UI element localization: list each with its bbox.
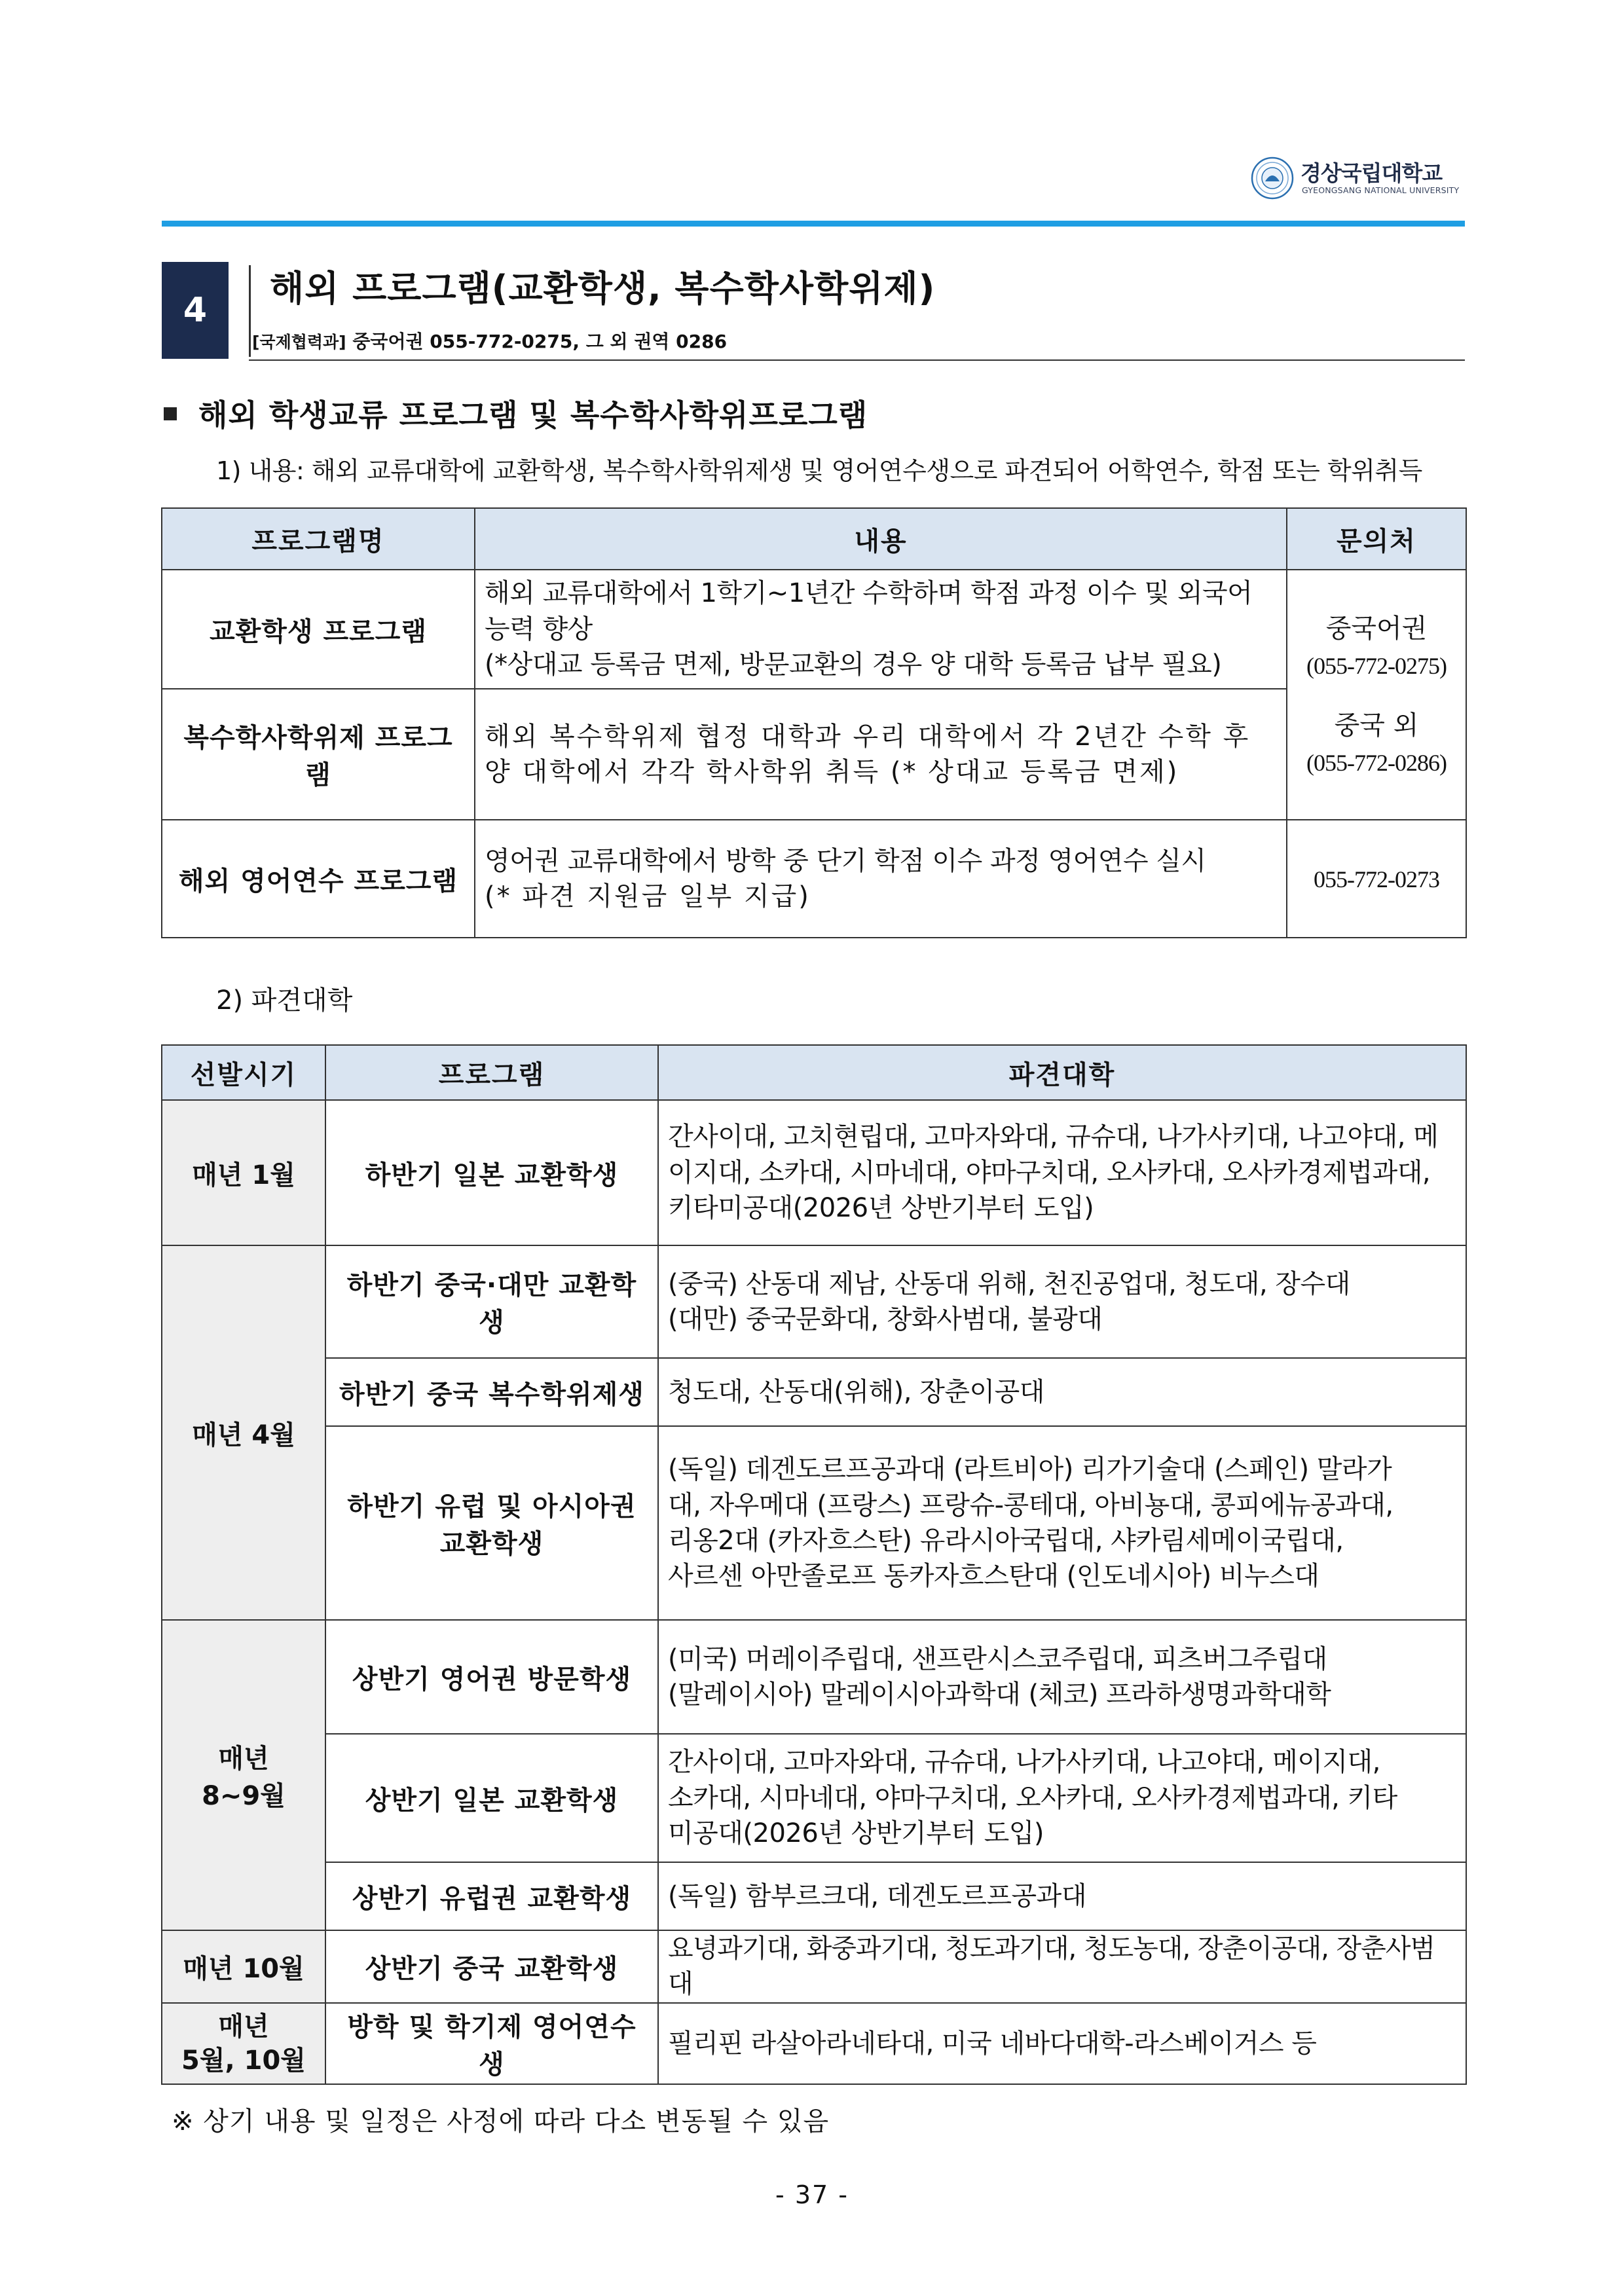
contact-cell <box>1287 820 1466 938</box>
page-number: - 37 - <box>775 2180 849 2209</box>
university-emblem-icon <box>1251 156 1294 200</box>
table-row <box>162 1620 1466 1734</box>
table-row <box>162 570 1466 689</box>
list-line: 간사이대, 고치현립대, 고마자와대, 규슈대, 나가사키대, 나고야대, 메 <box>668 1122 1439 1152</box>
list-line: (중국) 산동대 제남, 산동대 위해, 천진공업대, 청도대, 장수대 <box>668 1268 1350 1299</box>
list-line: 사르센 아만졸로프 동카자흐스탄대 (인도네시아) 비누스대 <box>668 1561 1320 1592</box>
program-name-line: 하반기 유럽 및 아시아권 <box>347 1492 637 1522</box>
selection-period: 매년 1월 <box>162 1100 325 1245</box>
program-table <box>161 507 1467 938</box>
program-name: 복수학사학위제 프로그램 <box>162 689 475 820</box>
program-name: 하반기 일본 교환학생 <box>325 1100 658 1245</box>
university-list <box>658 1734 1466 1862</box>
list-line: 요녕과기대, 화중과기대, 청도과기대, 청도농대, 장춘이공대, 장춘사범대 <box>668 1934 1435 2000</box>
table-row <box>162 1358 1466 1426</box>
table-row <box>162 1100 1466 1245</box>
university-list <box>658 1862 1466 1930</box>
contact-text: 중국어권 055-772-0275, 그 외 권역 0286 <box>346 331 728 352</box>
university-name: 경상국립대학교 <box>1301 160 1443 186</box>
contact-phone: (055-772-0275) <box>1306 653 1447 679</box>
program-name-line: 교환학생 <box>439 1529 544 1559</box>
header-program: 프로그램 <box>325 1045 658 1100</box>
selection-period: 매년 4월 <box>162 1245 325 1620</box>
table-row <box>162 2003 1466 2084</box>
content-line: (*상대교 등록금 면제, 방문교환의 경우 양 대학 등록금 납부 필요) <box>485 650 1222 680</box>
header-program-name: 프로그램명 <box>162 508 475 570</box>
university-list <box>658 1620 1466 1734</box>
item-1-text: 1) 내용: 해외 교류대학에 교환학생, 복수학사학위제생 및 영어연수생으로 파견되어 어학연수, 학점 또는 학위취득 <box>216 456 1422 485</box>
content-line: 영어권 교류대학에서 방학 중 단기 학점 이수 과정 영어연수 실시 <box>485 845 1206 876</box>
list-line: (독일) 함부르크대, 데겐도르프공과대 <box>668 1881 1086 1911</box>
program-name: 교환학생 프로그램 <box>162 570 475 689</box>
program-name: 상반기 유럽권 교환학생 <box>325 1862 658 1930</box>
contact-label: 중국어권 <box>1325 614 1428 644</box>
list-line: 리옹2대 (카자흐스탄) 유라시아국립대, 샤카림세메이국립대, <box>668 1526 1344 1556</box>
program-content <box>475 570 1287 689</box>
section-title: 해외 프로그램(교환학생, 복수학사학위제) <box>270 268 936 309</box>
university-list <box>658 1930 1466 2003</box>
contact-dept: [국제협력과] <box>252 333 346 352</box>
list-line: 미공대(2026년 상반기부터 도입) <box>668 1818 1044 1849</box>
program-name: 상반기 중국 교환학생 <box>325 1930 658 2003</box>
content-line: 양 대학에서 각각 학사학위 취득 (* 상대교 등록금 면제) <box>485 757 1179 787</box>
university-list <box>658 1245 1466 1358</box>
university-name-en: GYEONGSANG NATIONAL UNIVERSITY <box>1302 185 1460 195</box>
dispatch-universities-table <box>161 1044 1467 2085</box>
program-name: 방학 및 학기제 영어연수생 <box>325 2003 658 2084</box>
program-name: 해외 영어연수 프로그램 <box>162 820 475 938</box>
shared-contact-cell <box>1287 570 1466 820</box>
table-header-row <box>162 508 1466 570</box>
header-selection-period: 선발시기 <box>162 1045 325 1100</box>
contact-label: 중국 외 <box>1334 710 1419 741</box>
content-line: (* 파견 지원금 일부 지급) <box>485 881 811 911</box>
program-name: 상반기 일본 교환학생 <box>325 1734 658 1862</box>
university-list <box>658 1100 1466 1245</box>
list-line: 이지대, 소카대, 시마네대, 야마구치대, 오사카대, 오사카경제법과대, <box>668 1157 1431 1188</box>
contact-phone: 055-772-0273 <box>1314 866 1439 892</box>
table-row <box>162 1245 1466 1358</box>
list-line: (미국) 머레이주립대, 샌프란시스코주립대, 피츠버그주립대 <box>668 1643 1327 1674</box>
selection-period-line: 매년 <box>218 1744 269 1774</box>
section-title-bar <box>249 265 251 357</box>
header-contact: 문의처 <box>1287 508 1466 570</box>
selection-period-line: 5월, 10월 <box>181 2045 306 2076</box>
list-line: 대, 자우메대 (프랑스) 프랑슈-콩테대, 아비뇽대, 콩피에뉴공과대, <box>668 1490 1393 1520</box>
selection-period: 매년 10월 <box>162 1930 325 2003</box>
table-row <box>162 1734 1466 1862</box>
item-2-text: 2) 파견대학 <box>216 985 353 1016</box>
header-universities: 파견대학 <box>658 1045 1466 1100</box>
table-header-row <box>162 1045 1466 1100</box>
table-row <box>162 1426 1466 1620</box>
square-bullet-icon <box>164 407 177 420</box>
section-contact <box>252 327 727 354</box>
contact-phone: (055-772-0286) <box>1306 750 1447 776</box>
list-line: 소카대, 시마네대, 야마구치대, 오사카대, 오사카경제법과대, 키타 <box>668 1782 1397 1813</box>
selection-period <box>162 1620 325 1930</box>
selection-period-line: 8~9월 <box>202 1781 286 1811</box>
header-rule <box>162 221 1465 227</box>
table-row <box>162 820 1466 938</box>
program-name: 하반기 중국 복수학위제생 <box>325 1358 658 1426</box>
university-list <box>658 2003 1466 2084</box>
subheading: 해외 학생교류 프로그램 및 복수학사학위프로그램 <box>198 397 868 433</box>
program-content <box>475 689 1287 820</box>
list-line: 필리핀 라살아라네타대, 미국 네바다대학-라스베이거스 등 <box>668 2028 1317 2059</box>
table-row <box>162 1930 1466 2003</box>
program-content <box>475 820 1287 938</box>
list-line: 키타미공대(2026년 상반기부터 도입) <box>668 1193 1094 1224</box>
table-row <box>162 1862 1466 1930</box>
list-line: (독일) 데겐도르프공과대 (라트비아) 리가기술대 (스페인) 말라가 <box>668 1454 1392 1485</box>
table-row <box>162 689 1466 820</box>
university-list <box>658 1358 1466 1426</box>
program-name: 상반기 영어권 방문학생 <box>325 1620 658 1734</box>
list-line: 청도대, 산동대(위해), 장춘이공대 <box>668 1376 1044 1407</box>
university-list <box>658 1426 1466 1620</box>
content-line: 해외 복수학위제 협정 대학과 우리 대학에서 각 2년간 수학 후 <box>485 721 1251 752</box>
program-name: 하반기 중국·대만 교환학생 <box>325 1245 658 1358</box>
content-line: 해외 교류대학에서 1학기~1년간 수학하며 학점 과정 이수 및 외국어 능력 향상 <box>485 578 1253 644</box>
selection-period-line: 매년 <box>218 2011 269 2042</box>
section-number-badge: 4 <box>162 262 229 359</box>
header-content: 내용 <box>475 508 1287 570</box>
selection-period <box>162 2003 325 2084</box>
list-line: (말레이시아) 말레이시아과학대 (체코) 프라하생명과학대학 <box>668 1680 1331 1710</box>
footnote: ※ 상기 내용 및 일정은 사정에 따라 다소 변동될 수 있음 <box>172 2106 830 2137</box>
university-logo <box>1251 154 1473 206</box>
list-line: (대만) 중국문화대, 창화사범대, 불광대 <box>668 1304 1103 1334</box>
section-underline <box>249 359 1465 361</box>
list-line: 간사이대, 고마자와대, 규슈대, 나가사키대, 나고야대, 메이지대, <box>668 1747 1380 1778</box>
program-name <box>325 1426 658 1620</box>
